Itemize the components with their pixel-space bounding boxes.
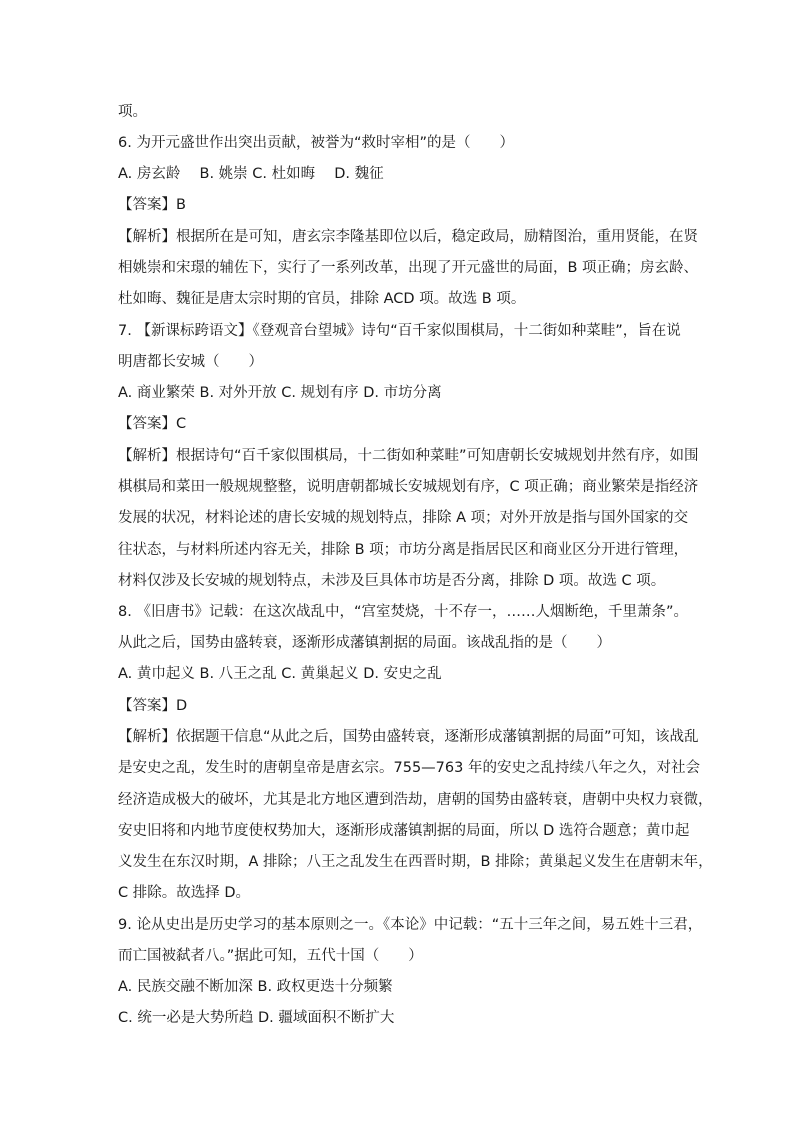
text-line: 经济造成极大的破坏，尤其是北方地区遭到浩劫，唐朝的国势由盛转衰，唐朝中央权力衰微， (118, 792, 713, 808)
text-line: 材料仅涉及长安城的规划特点，未涉及巨具体市坊是否分离，排除 D 项。故选 C 项。 (118, 573, 666, 589)
text-line: 从此之后，国势由盛转衰，逐渐形成藩镇割据的局面。该战乱指的是（ ） (118, 635, 611, 651)
text-line: 相姚崇和宋璟的辅佐下，实行了一系列改革，出现了开元盛世的局面，B 项正确；房玄龄、 (118, 260, 699, 276)
text-line: 而亡国被弑者八。”据此可知，五代十国（ ） (118, 948, 423, 964)
question-8-answer: 【答案】D (118, 698, 188, 714)
question-8-options: A. 黄巾起义 B. 八王之乱 C. 黄巢起义 D. 安史之乱 (118, 666, 442, 682)
text-line: 安史旧将和内地节度使权势加大，逐渐形成藩镇割据的局面，所以 D 选符合题意；黄巾起 (118, 823, 690, 839)
text-line: C 排除。故选择 D。 (118, 885, 251, 901)
text-line: 义发生在东汉时期，A 排除；八王之乱发生在西晋时期，B 排除；黄巢起义发生在唐朝末年， (118, 854, 713, 870)
text-line: 发展的状况，材料论述的唐长安城的规划特点，排除 A 项；对外开放是指与国外国家的交 (118, 510, 689, 526)
text-line: 杜如晦、魏征是唐太宗时期的官员，排除 ACD 项。故选 B 项。 (118, 291, 526, 307)
question-7-analysis: 【解析】根据诗句“百千家似围棋局，十二街如种菜畦”可知唐朝长安城规划井然有序，如围 (118, 448, 699, 464)
question-9-options-cd: C. 统一必是大势所趋 D. 疆域面积不断扩大 (118, 1010, 395, 1026)
question-6-analysis: 【解析】根据所在是可知，唐玄宗李隆基即位以后，稳定政局，励精图治，重用贤能，在贤 (118, 229, 698, 245)
text-line: 棋棋局和菜田一般规规整整，说明唐朝都城长安城规划有序，C 项正确；商业繁荣是指经济 (118, 479, 699, 495)
question-6-answer: 【答案】B (118, 197, 186, 213)
question-6-options: A. 房玄龄 B. 姚崇 C. 杜如晦 D. 魏征 (118, 166, 384, 182)
text-line: 是安史之乱，发生时的唐朝皇帝是唐玄宗。755—763 年的安史之乱持续八年之久，对社会 (118, 760, 700, 776)
text-line: 明唐都长安城（ ） (118, 354, 263, 370)
text-line: 往状态，与材料所述内容无关，排除 B 项；市坊分离是指居民区和商业区分开进行管理， (118, 542, 689, 558)
question-8-analysis: 【解析】依据题干信息“从此之后，国势由盛转衰，逐渐形成藩镇割据的局面”可知，该战乱 (118, 729, 699, 745)
question-9: 9. 论从史出是历史学习的基本原则之一。《本论》中记载：“五十三年之间，易五姓十三君， (118, 917, 703, 933)
question-7: 7. 【新课标跨语文】《登观音台望城》诗句“百千家似围棋局，十二街如种菜畦”，旨在说 (118, 323, 681, 339)
question-7-options: A. 商业繁荣 B. 对外开放 C. 规划有序 D. 市坊分离 (118, 385, 442, 401)
question-7-answer: 【答案】C (118, 416, 187, 432)
text-line: 项。 (118, 104, 147, 120)
question-6: 6. 为开元盛世作出突出贡献，被誉为“救时宰相”的是（ ） (118, 135, 514, 151)
question-9-options-ab: A. 民族交融不断加深 B. 政权更迭十分频繁 (118, 979, 393, 995)
question-8: 8. 《旧唐书》记载：在这次战乱中，“宫室焚烧，十不存一，……人烟断绝，千里萧条”。 (118, 604, 688, 620)
